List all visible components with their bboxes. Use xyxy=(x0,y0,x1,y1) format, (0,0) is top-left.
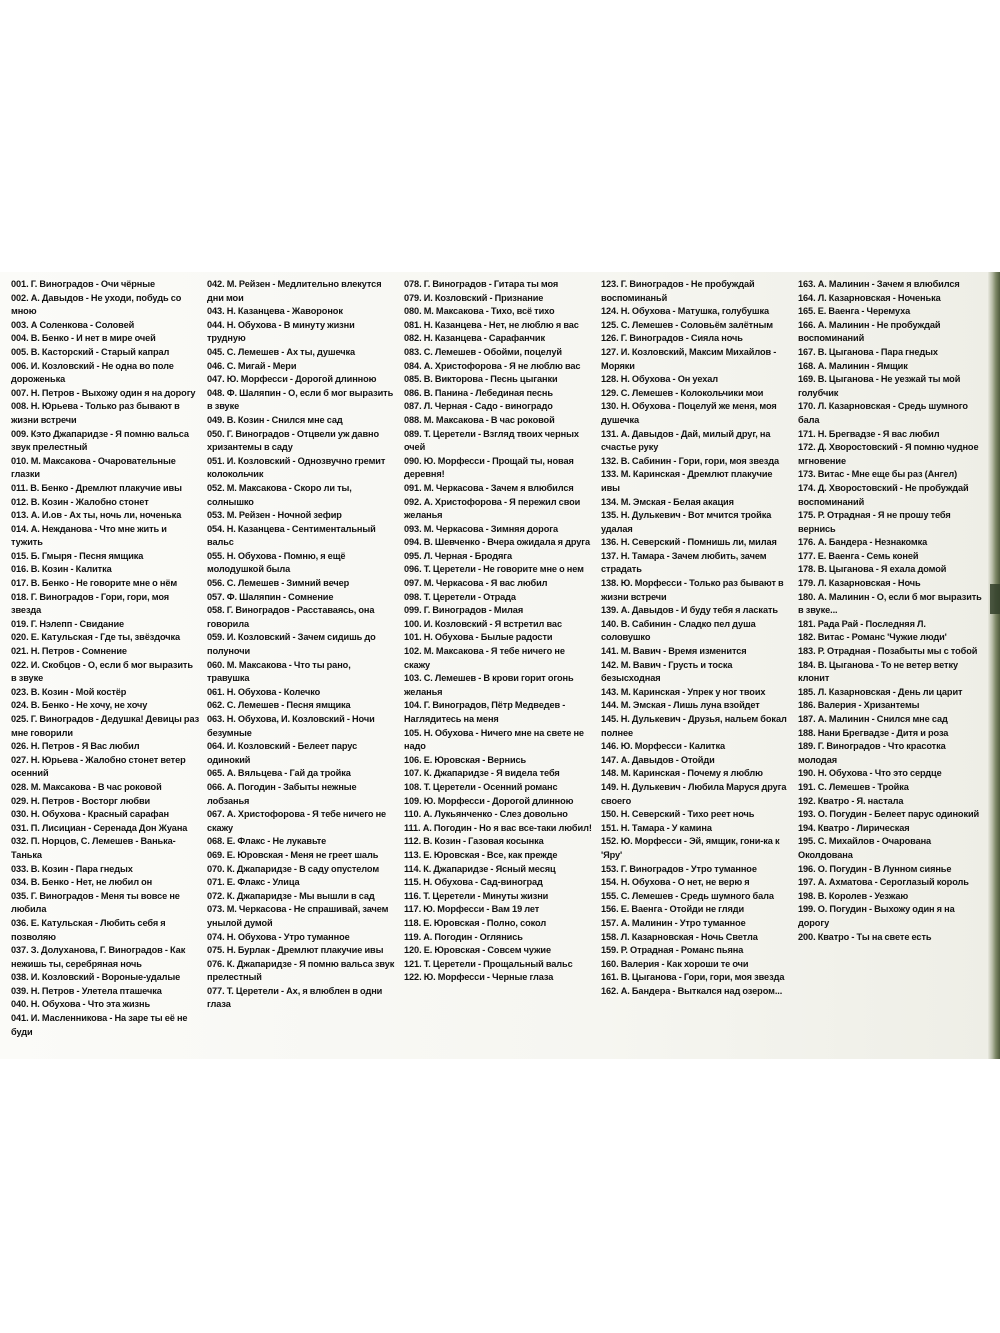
track-entry: 189. Г. Виноградов - Что красотка молодая xyxy=(798,741,946,766)
track-entry: 113. Е. Юровская - Все, как прежде xyxy=(404,849,558,861)
track-entry: 015. Б. Гмыря - Песня ямщика xyxy=(11,550,144,562)
track-entry: 155. С. Лемешев - Средь шумного бала xyxy=(601,890,774,902)
track-entry: 088. М. Максакова - В час роковой xyxy=(404,414,555,426)
track-entry: 042. М. Рейзен - Медлительно влекутся дни мои xyxy=(207,279,382,304)
track-entry: 162. А. Бандера - Выткался над озером... xyxy=(601,985,783,997)
track-entry: 077. Т. Церетели - Ах, я влюблен в одни глаза xyxy=(207,985,383,1011)
track-entry: 097. М. Черкасова - Я вас любил xyxy=(404,578,548,590)
track-entry: 072. К. Джапаридзе - Мы вышли в сад xyxy=(207,890,375,902)
track-entry: 006. И. Козловский - Не одна во поле дороженька xyxy=(11,360,174,386)
track-entry: 094. В. Шевченко - Вчера ожидала я друга xyxy=(404,537,591,549)
track-entry: 064. И. Козловский - Белеет парус одинокий xyxy=(207,741,358,766)
track-entry: 078. Г. Виноградов - Гитара ты моя xyxy=(404,279,559,290)
track-entry: 031. П. Лисициан - Серенада Дон Жуана xyxy=(11,822,188,834)
track-entry: 066. А. Погодин - Забыты нежные лобзанья xyxy=(207,781,357,807)
track-entry: 179. Л. Казарновская - Ночь xyxy=(798,578,921,590)
track-entry: 101. Н. Обухова - Былые радости xyxy=(404,632,553,644)
track-entry: 114. К. Джапаридзе - Ясный месяц xyxy=(404,863,556,875)
track-entry: 055. Н. Обухова - Помню, я ещё молодушкой была xyxy=(207,550,346,576)
track-entry: 062. С. Лемешев - Песня ямщика xyxy=(207,700,351,712)
track-entry: 145. Н. Дулькевич - Друзья, нальем бокал полнее xyxy=(601,714,787,739)
track-entry: 107. К. Джапаридзе - Я видела тебя xyxy=(404,768,560,780)
track-entry: 143. М. Каринская - Упрек у ног твоих xyxy=(601,686,766,698)
track-entry: 004. В. Бенко - И нет в мире очей xyxy=(11,333,156,345)
track-entry: 200. Кватро - Ты на свете есть xyxy=(798,931,932,943)
track-entry: 008. Н. Юрьева - Только раз бывают в жизни встречи xyxy=(11,401,180,426)
track-entry: 154. Н. Обухова - О нет, не верю я xyxy=(601,877,750,889)
track-entry: 074. Н. Обухова - Утро туманное xyxy=(207,931,350,943)
track-entry: 150. Н. Северский - Тихо реет ночь xyxy=(601,809,755,821)
track-entry: 002. А. Давыдов - Не уходи, побудь со мною xyxy=(11,292,182,318)
track-entry: 090. Ю. Морфесси - Прощай ты, новая деревня! xyxy=(404,455,574,481)
track-entry: 075. Н. Бурлак - Дремлют плакучие ивы xyxy=(207,945,384,957)
track-entry: 056. С. Лемешев - Зимний вечер xyxy=(207,578,350,590)
tracklist-sheet xyxy=(0,272,1000,1059)
track-entry: 117. Ю. Морфесси - Вам 19 лет xyxy=(404,904,540,916)
track-entry: 194. Кватро - Лирическая xyxy=(798,822,910,834)
track-entry: 110. А. Лукьянченко - Слез довольно xyxy=(404,809,568,821)
track-entry: 121. Т. Церетели - Прощальный вальс xyxy=(404,958,573,970)
track-entry: 196. О. Погудин - В Лунном сиянье xyxy=(798,863,952,875)
track-entry: 174. Д. Хворостовский - Не пробуждай воспоминаний xyxy=(798,482,969,508)
track-entry: 069. Е. Юровская - Меня не греет шаль xyxy=(207,849,379,861)
track-entry: 010. М. Максакова - Очаровательные глазки xyxy=(11,455,176,481)
track-entry: 128. Н. Обухова - Он уехал xyxy=(601,374,719,386)
track-entry: 007. Н. Петров - Выхожу один я на дорогу xyxy=(11,387,196,399)
track-entry: 142. М. Вавич - Грусть и тоска безысходная xyxy=(601,659,733,685)
track-entry: 151. Н. Тамара - У камина xyxy=(601,822,712,834)
tracklist-column-4 xyxy=(601,278,789,998)
track-entry: 164. Л. Казарновская - Ноченька xyxy=(798,292,941,304)
track-entry: 167. В. Цыганова - Пара гнедых xyxy=(798,346,938,358)
track-entry: 144. М. Эмская - Лишь луна взойдет xyxy=(601,700,760,712)
track-entry: 099. Г. Виноградов - Милая xyxy=(404,605,524,617)
track-entry: 182. Витас - Романс 'Чужие люди' xyxy=(798,632,947,644)
track-entry: 161. В. Цыганова - Гори, гори, моя звезда xyxy=(601,972,785,984)
track-entry: 021. Н. Петров - Сомнение xyxy=(11,646,127,658)
track-entry: 050. Г. Виноградов - Отцвели уж давно хризантемы в саду xyxy=(207,428,380,454)
track-entry: 135. Н. Дулькевич - Вот мчится тройка удалая xyxy=(601,510,772,535)
track-entry: 178. В. Цыганова - Я ехала домой xyxy=(798,564,947,576)
track-entry: 172. Д. Хворостовский - Я помню чудное мгновение xyxy=(798,442,979,467)
track-entry: 024. В. Бенко - Не хочу, не хочу xyxy=(11,700,148,712)
track-entry: 028. М. Максакова - В час роковой xyxy=(11,781,162,793)
track-entry: 159. Р. Отрадная - Романс пьяна xyxy=(601,945,744,957)
track-entry: 163. А. Малинин - Зачем я влюбился xyxy=(798,279,960,290)
track-entry: 011. В. Бенко - Дремлют плакучие ивы xyxy=(11,482,182,494)
track-entry: 017. В. Бенко - Не говорите мне о нём xyxy=(11,578,178,590)
track-entry: 016. В. Козин - Калитка xyxy=(11,564,112,576)
track-entry: 180. А. Малинин - О, если б мог выразить в звуке... xyxy=(798,591,982,617)
track-entry: 095. Л. Черная - Бродяга xyxy=(404,550,512,562)
track-entry: 138. Ю. Морфесси - Только раз бывают в жизни встречи xyxy=(601,578,784,603)
track-entry: 092. А. Христофорова - Я пережил свои желанья xyxy=(404,496,581,522)
track-entry: 093. М. Черкасова - Зимняя дорога xyxy=(404,523,559,535)
track-entry: 106. Е. Юровская - Вернись xyxy=(404,754,527,766)
track-entry: 186. Валерия - Хризантемы xyxy=(798,700,920,712)
track-entry: 045. С. Лемешев - Ах ты, душечка xyxy=(207,346,356,358)
track-entry: 119. А. Погодин - Оглянись xyxy=(404,931,523,943)
track-entry: 053. М. Рейзен - Ночной зефир xyxy=(207,510,342,522)
track-entry: 073. М. Черкасова - Не спрашивай, зачем унылой думой xyxy=(207,904,389,929)
track-entry: 060. М. Максакова - Что ты рано, травушка xyxy=(207,659,351,685)
track-entry: 080. М. Максакова - Тихо, всё тихо xyxy=(404,306,555,318)
track-entry: 061. Н. Обухова - Колечко xyxy=(207,686,321,698)
track-entry: 146. Ю. Морфесси - Калитка xyxy=(601,741,726,753)
track-entry: 171. Н. Брегвадзе - Я вас любил xyxy=(798,428,940,440)
track-entry: 192. Кватро - Я. настала xyxy=(798,795,904,807)
track-entry: 197. А. Ахматова - Сероглазый король xyxy=(798,877,969,889)
track-entry: 183. Р. Отрадная - Позабыты мы с тобой xyxy=(798,646,978,658)
track-entry: 120. Е. Юровская - Совсем чужие xyxy=(404,945,552,957)
track-entry: 014. А. Нежданова - Что мне жить и тужить xyxy=(11,523,167,549)
track-entry: 122. Ю. Морфесси - Черные глаза xyxy=(404,972,554,984)
track-entry: 091. М. Черкасова - Зачем я влюбился xyxy=(404,482,574,494)
track-entry: 071. Е. Флакс - Улица xyxy=(207,877,300,889)
track-entry: 046. С. Мигай - Мери xyxy=(207,360,297,372)
track-entry: 131. А. Давыдов - Дай, милый друг, на счастье руку xyxy=(601,428,771,454)
track-entry: 168. А. Малинин - Ямщик xyxy=(798,360,908,372)
track-entry: 125. С. Лемешев - Соловьём залётным xyxy=(601,319,774,331)
tracklist-column-2 xyxy=(207,278,395,1012)
track-entry: 137. Н. Тамара - Зачем любить, зачем страдать xyxy=(601,550,767,576)
track-entry: 068. Е. Флакс - Не лукавьте xyxy=(207,836,327,848)
track-entry: 130. Н. Обухова - Поцелуй же меня, моя душечка xyxy=(601,401,777,426)
track-entry: 104. Г. Виноградов, Пётр Медведев - Наглядитесь на меня xyxy=(404,700,566,725)
track-entry: 134. М. Эмская - Белая акация xyxy=(601,496,734,508)
track-entry: 169. В. Цыганова - Не уезжай ты мой голубчик xyxy=(798,374,961,399)
track-entry: 198. В. Королев - Уезжаю xyxy=(798,890,909,902)
track-entry: 023. В. Козин - Мой костёр xyxy=(11,686,127,698)
track-entry: 081. Н. Казанцева - Нет, не люблю я вас xyxy=(404,319,579,331)
track-entry: 181. Рада Рай - Последняя Л. xyxy=(798,618,926,630)
track-entry: 188. Нани Брегвадзе - Дитя и роза xyxy=(798,727,949,739)
track-entry: 051. И. Козловский - Однозвучно гремит колокольчик xyxy=(207,455,386,481)
track-entry: 063. Н. Обухова, И. Козловский - Ночи безумные xyxy=(207,714,375,739)
track-entry: 044. Н. Обухова - В минуту жизни трудную xyxy=(207,319,355,345)
track-entry: 123. Г. Виноградов - Не пробуждай воспоминаньй xyxy=(601,279,755,304)
track-entry: 034. В. Бенко - Нет, не любил он xyxy=(11,877,153,889)
track-entry: 026. Н. Петров - Я Вас любил xyxy=(11,741,140,753)
track-entry: 173. Витас - Мне еще бы раз (Ангел) xyxy=(798,469,958,481)
track-entry: 190. Н. Обухова - Что это сердце xyxy=(798,768,942,780)
tracklist-column-5 xyxy=(798,278,986,944)
track-entry: 018. Г. Виноградов - Гори, гори, моя звезда xyxy=(11,591,170,617)
track-entry: 100. И. Козловский - Я встретил вас xyxy=(404,618,562,630)
track-entry: 156. Е. Ваенга - Отойди не гляди xyxy=(601,904,745,916)
cover-edge-mark xyxy=(990,584,1000,614)
track-entry: 160. Валерия - Как хороши те очи xyxy=(601,958,749,970)
track-entry: 118. Е. Юровская - Полно, сокол xyxy=(404,917,547,929)
track-entry: 184. В. Цыганова - То не ветер ветку клонит xyxy=(798,659,958,685)
track-entry: 058. Г. Виноградов - Расставаясь, она говорила xyxy=(207,605,375,630)
track-entry: 175. Р. Отрадная - Я не прошу тебя вернись xyxy=(798,510,951,535)
track-entry: 136. Н. Северский - Помнишь ли, милая xyxy=(601,537,777,549)
track-entry: 009. Кэто Джапаридзе - Я помню вальса звук прелестный xyxy=(11,428,189,454)
track-entry: 079. И. Козловский - Признание xyxy=(404,292,544,304)
track-entry: 037. З. Долуханова, Г. Виноградов - Как нежишь ты, серебряная ночь xyxy=(11,945,186,970)
track-entry: 087. Л. Черная - Садо - виноградо xyxy=(404,401,553,413)
track-entry: 133. М. Каринская - Дремлют плакучие ивы xyxy=(601,469,773,494)
track-entry: 126. Г. Виноградов - Сияла ночь xyxy=(601,333,743,345)
track-entry: 085. В. Викторова - Песнь цыганки xyxy=(404,374,558,386)
track-entry: 096. Т. Церетели - Не говорите мне о нем xyxy=(404,564,584,576)
track-entry: 005. В. Касторский - Старый капрал xyxy=(11,346,170,358)
track-entry: 103. С. Лемешев - В крови горит огонь желанья xyxy=(404,673,574,698)
track-entry: 001. Г. Виноградов - Очи чёрные xyxy=(11,279,156,290)
track-entry: 013. А. И.ов - Ах ты, ночь ли, ноченька xyxy=(11,510,182,522)
track-entry: 038. И. Козловский - Вороные-удалые xyxy=(11,972,181,984)
track-entry: 191. С. Лемешев - Тройка xyxy=(798,781,909,793)
track-entry: 027. Н. Юрьева - Жалобно стонет ветер осенний xyxy=(11,754,186,780)
track-entry: 054. Н. Казанцева - Сентиментальный вальс xyxy=(207,523,376,549)
track-entry: 003. А Соленкова - Соловей xyxy=(11,319,135,331)
cover-edge-strip xyxy=(988,272,1000,1059)
track-entry: 109. Ю. Морфесси - Дорогой длинною xyxy=(404,795,574,807)
track-entry: 157. А. Малинин - Утро туманное xyxy=(601,917,746,929)
track-entry: 148. М. Каринская - Почему я люблю xyxy=(601,768,763,780)
track-entry: 048. Ф. Шаляпин - О, если б мог выразить в звуке xyxy=(207,387,394,413)
track-entry: 022. И. Скобцов - О, если б мог выразить в звуке xyxy=(11,659,193,685)
track-entry: 098. Т. Церетели - Отрада xyxy=(404,591,516,603)
track-entry: 049. В. Козин - Снился мне сад xyxy=(207,414,343,426)
track-entry: 039. Н. Петров - Улетела пташечка xyxy=(11,985,162,997)
track-entry: 132. В. Сабинин - Гори, гори, моя звезда xyxy=(601,455,780,467)
track-entry: 089. Т. Церетели - Взгляд твоих черных очей xyxy=(404,428,579,454)
track-entry: 084. А. Христофорова - Я не люблю вас xyxy=(404,360,581,372)
track-entry: 041. И. Масленникова - На заре ты её не буди xyxy=(11,1013,188,1038)
track-entry: 116. Т. Церетели - Минуты жизни xyxy=(404,890,549,902)
track-entry: 020. Е. Катульская - Где ты, звёздочка xyxy=(11,632,181,644)
track-entry: 025. Г. Виноградов - Дедушка! Девицы раз мне говорили xyxy=(11,714,200,739)
track-entry: 170. Л. Казарновская - Средь шумного бала xyxy=(798,401,968,426)
track-entry: 140. В. Сабинин - Сладко пел душа соловушко xyxy=(601,618,756,644)
tracklist-column-3 xyxy=(404,278,592,985)
track-entry: 040. Н. Обухова - Что эта жизнь xyxy=(11,999,151,1011)
track-entry: 059. И. Козловский - Зачем сидишь до полуночи xyxy=(207,632,376,658)
track-entry: 195. С. Михайлов - Очарована Околдована xyxy=(798,836,932,861)
track-entry: 032. П. Норцов, С. Лемешев - Ванька-Танька xyxy=(11,836,176,861)
track-entry: 152. Ю. Морфесси - Эй, ямщик, гони-ка к 'Яру' xyxy=(601,836,780,861)
track-entry: 141. М. Вавич - Время изменится xyxy=(601,646,747,658)
track-entry: 030. Н. Обухова - Красный сарафан xyxy=(11,809,169,821)
track-entry: 139. А. Давыдов - И буду тебя я ласкать xyxy=(601,605,778,617)
track-entry: 070. К. Джапаридзе - В саду опустелом xyxy=(207,863,380,875)
track-entry: 165. Е. Ваенга - Черемуха xyxy=(798,306,911,318)
track-entry: 112. В. Козин - Газовая косынка xyxy=(404,836,544,848)
track-entry: 158. Л. Казарновская - Ночь Светла xyxy=(601,931,758,943)
track-entry: 052. М. Максакова - Скоро ли ты, солнышко xyxy=(207,482,352,508)
track-entry: 176. А. Бандера - Незнакомка xyxy=(798,537,928,549)
track-entry: 082. Н. Казанцева - Сарафанчик xyxy=(404,333,545,345)
track-entry: 086. В. Панина - Лебединая песнь xyxy=(404,387,553,399)
track-entry: 083. С. Лемешев - Обойми, поцелуй xyxy=(404,346,562,358)
track-entry: 043. Н. Казанцева - Жаворонок xyxy=(207,306,343,318)
track-entry: 193. О. Погудин - Белеет парус одинокий xyxy=(798,809,980,821)
track-entry: 199. О. Погудин - Выхожу один я на дорогу xyxy=(798,904,955,929)
tracklist-grid xyxy=(11,278,987,1056)
track-entry: 012. В. Козин - Жалобно стонет xyxy=(11,496,149,508)
track-entry: 029. Н. Петров - Восторг любви xyxy=(11,795,151,807)
track-entry: 102. М. Максакова - Я тебе ничего не скажу xyxy=(404,646,565,671)
track-entry: 076. К. Джапаридзе - Я помню вальса звук прелестный xyxy=(207,958,395,984)
track-entry: 033. В. Козин - Пара гнедых xyxy=(11,863,133,875)
track-entry: 065. А. Вяльцева - Гай да тройка xyxy=(207,768,351,780)
track-entry: 108. Т. Церетели - Осенний романс xyxy=(404,781,558,793)
track-entry: 036. Е. Катульская - Любить себя я позволяю xyxy=(11,917,166,943)
track-entry: 105. Н. Обухова - Ничего мне на свете не надо xyxy=(404,727,584,753)
track-entry: 127. И. Козловский, Максим Михайлов - Моряки xyxy=(601,346,777,372)
track-entry: 035. Г. Виноградов - Меня ты вовсе не любила xyxy=(11,890,180,916)
track-entry: 067. А. Христофорова - Я тебе ничего не скажу xyxy=(207,809,387,834)
track-entry: 057. Ф. Шаляпин - Сомнение xyxy=(207,591,334,603)
track-entry: 019. Г. Нэлепп - Свидание xyxy=(11,618,125,630)
track-entry: 115. Н. Обухова - Сад-виноград xyxy=(404,877,543,889)
track-entry: 187. А. Малинин - Снился мне сад xyxy=(798,714,948,725)
track-entry: 153. Г. Виноградов - Утро туманное xyxy=(601,863,757,875)
track-entry: 124. Н. Обухова - Матушка, голубушка xyxy=(601,306,770,318)
tracklist-column-1 xyxy=(11,278,199,1039)
track-entry: 047. Ю. Морфесси - Дорогой длинною xyxy=(207,374,377,386)
track-entry: 149. Н. Дулькевич - Любила Маруся друга своего xyxy=(601,781,787,807)
track-entry: 166. А. Малинин - Не пробуждай воспоминаний xyxy=(798,319,941,345)
track-entry: 111. А. Погодин - Но я вас все-таки любил! xyxy=(404,822,592,834)
track-entry: 177. Е. Ваенга - Семь коней xyxy=(798,550,919,562)
track-entry: 129. С. Лемешев - Колокольчики мои xyxy=(601,387,764,399)
track-entry: 185. Л. Казарновская - День ли царит xyxy=(798,686,963,698)
track-entry: 147. А. Давыдов - Отойди xyxy=(601,754,715,766)
